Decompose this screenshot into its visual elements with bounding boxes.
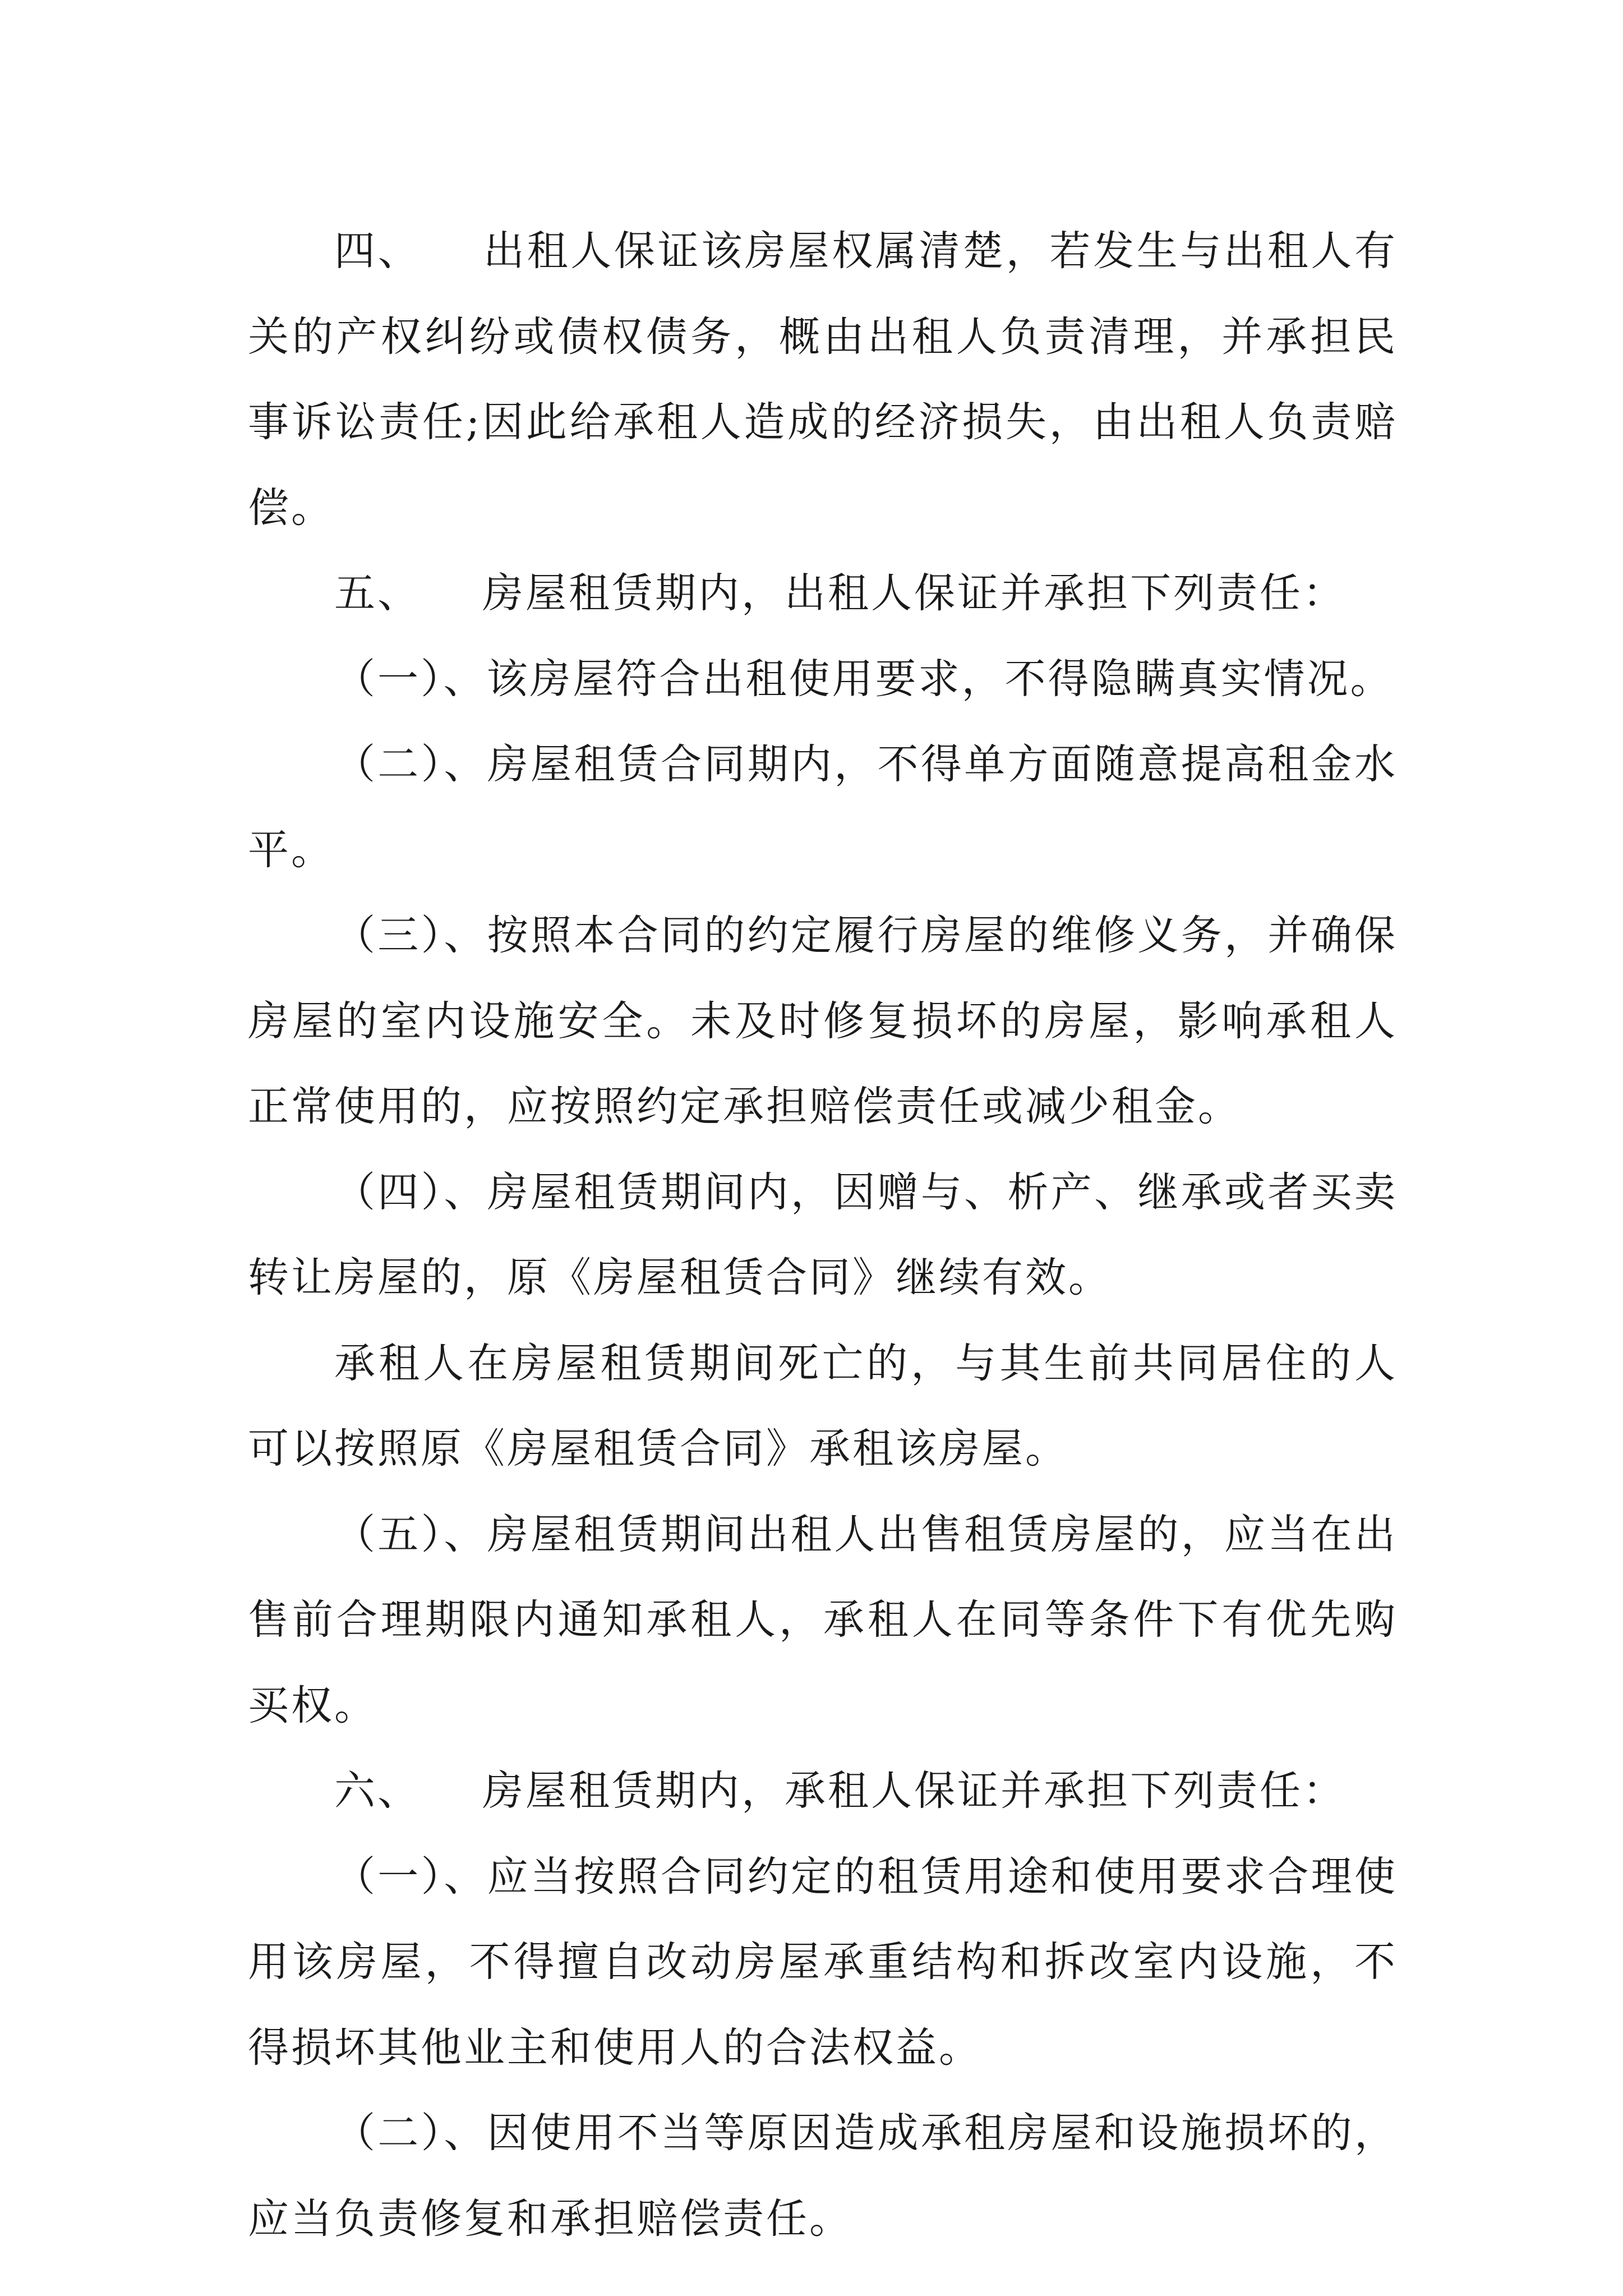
sub-clause-continuation: 承租人在房屋租赁期间死亡的，与其生前共同居住的人可以按照原《房屋租赁合同》承租该房屋。: [248, 1339, 1398, 1473]
sub-clause: （三）、按照本合同的约定履行房屋的维修义务，并确保房屋的室内设施安全。未及时修复损坏的房屋，影响承租人正常使用的，应按照约定承担赔偿责任或减少租金。: [248, 912, 1398, 1130]
sub-clause: （一）、该房屋符合出租使用要求，不得隐瞒真实情况。: [334, 655, 1394, 703]
clause-number: 四、: [334, 227, 422, 275]
clause-text: 出租人保证该房屋权属清楚，若发生与出租人有关的产权纠纷或债权债务，概由出租人负责清理，并承担民事诉讼责任;因此给承租人造成的经济损失，由出租人负责赔偿。: [248, 227, 1398, 532]
clause-number: 六、: [334, 1767, 421, 1815]
clause-four: [248, 209, 1398, 551]
document-body: [248, 209, 1398, 2262]
clause-six: [248, 1749, 1398, 1834]
clause-number: 五、: [334, 569, 421, 617]
clause-five: [248, 551, 1398, 637]
sub-clause: （二）、因使用不当等原因造成承租房屋和设施损坏的，应当负责修复和承担赔偿责任。: [248, 2109, 1398, 2243]
sub-clause: （四）、房屋租赁期间内，因赠与、析产、继承或者买卖转让房屋的，原《房屋租赁合同》继续有效。: [248, 1168, 1398, 1301]
clause-text: 房屋租赁期内，出租人保证并承担下列责任：: [482, 569, 1346, 617]
sub-clause: （五）、房屋租赁期间出租人出售租赁房屋的，应当在出售前合理期限内通知承租人，承租人在同等条件下有优先购买权。: [248, 1510, 1398, 1729]
sub-clause: （二）、房屋租赁合同期内，不得单方面随意提高租金水平。: [248, 740, 1398, 874]
clause-text: 房屋租赁期内，承租人保证并承担下列责任：: [482, 1767, 1346, 1815]
sub-clause: （一）、应当按照合同约定的租赁用途和使用要求合理使用该房屋，不得擅自改动房屋承重结构和拆改室内设施，不得损坏其他业主和使用人的合法权益。: [248, 1852, 1398, 2072]
